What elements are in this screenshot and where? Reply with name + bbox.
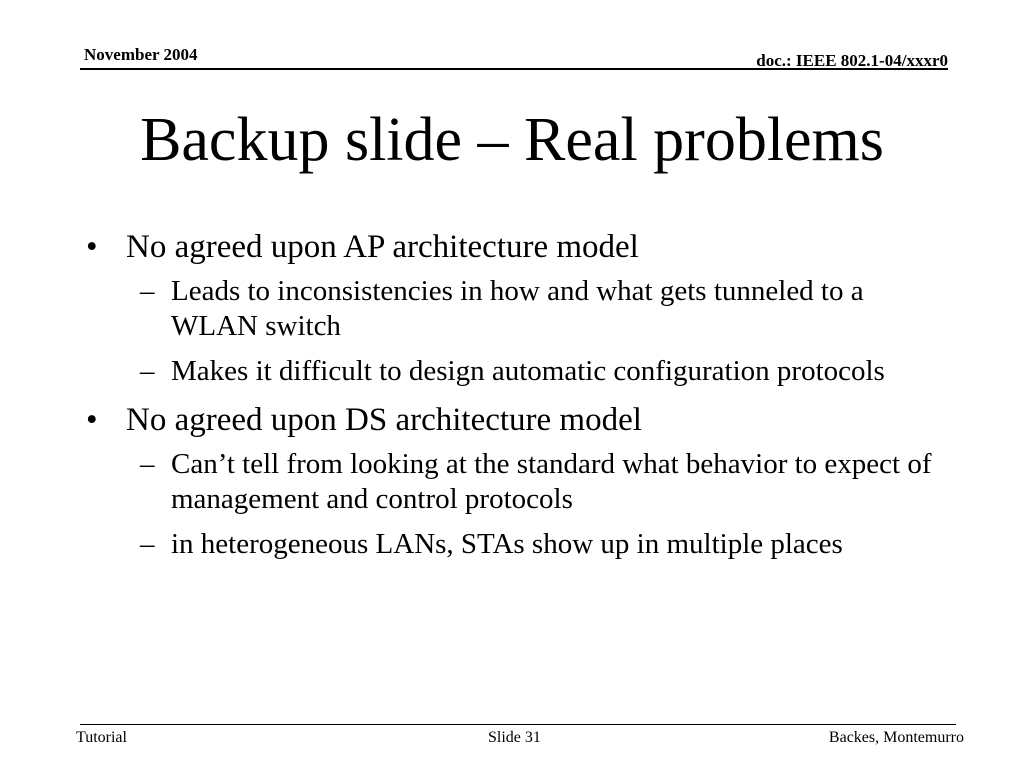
bullet-ds-architecture <box>86 399 946 441</box>
bullet-ap-architecture <box>86 226 946 268</box>
sub-bullet-marker: – <box>140 275 155 307</box>
header-date: November 2004 <box>84 45 198 64</box>
sub-bullet-marker: – <box>140 355 155 387</box>
slide-body <box>86 226 946 572</box>
header-divider <box>80 68 948 70</box>
sub-bullet-heterogeneous-lans <box>126 527 946 562</box>
bullet-marker: • <box>86 229 98 265</box>
bullet-text: No agreed upon AP architecture model <box>126 229 639 265</box>
sub-bullet-inconsistencies <box>126 274 946 344</box>
sub-bullet-configuration-protocols <box>126 354 946 389</box>
sub-bullet-text: Makes it difficult to design automatic configuration protocols <box>171 355 885 387</box>
footer-category: Tutorial <box>76 729 127 746</box>
footer-divider <box>80 724 956 725</box>
sub-bullet-marker: – <box>140 528 155 560</box>
sub-bullet-marker: – <box>140 448 155 480</box>
bullet-marker: • <box>86 402 98 438</box>
sub-bullet-text: in heterogeneous LANs, STAs show up in multiple places <box>171 528 843 560</box>
sub-bullet-standard-behavior <box>126 447 946 517</box>
sub-bullet-text: Can’t tell from looking at the standard what behavior to expect of management and control protocols <box>171 448 932 515</box>
sub-bullet-text: Leads to inconsistencies in how and what gets tunneled to a WLAN switch <box>171 275 864 342</box>
footer-slide-number: Slide 31 <box>488 729 541 746</box>
footer-authors: Backes, Montemurro <box>828 729 964 746</box>
slide-title: Backup slide – Real problems <box>140 106 884 174</box>
header-doc-id: doc.: IEEE 802.1-04/xxxr0 <box>756 51 948 70</box>
bullet-text: No agreed upon DS architecture model <box>126 402 642 438</box>
